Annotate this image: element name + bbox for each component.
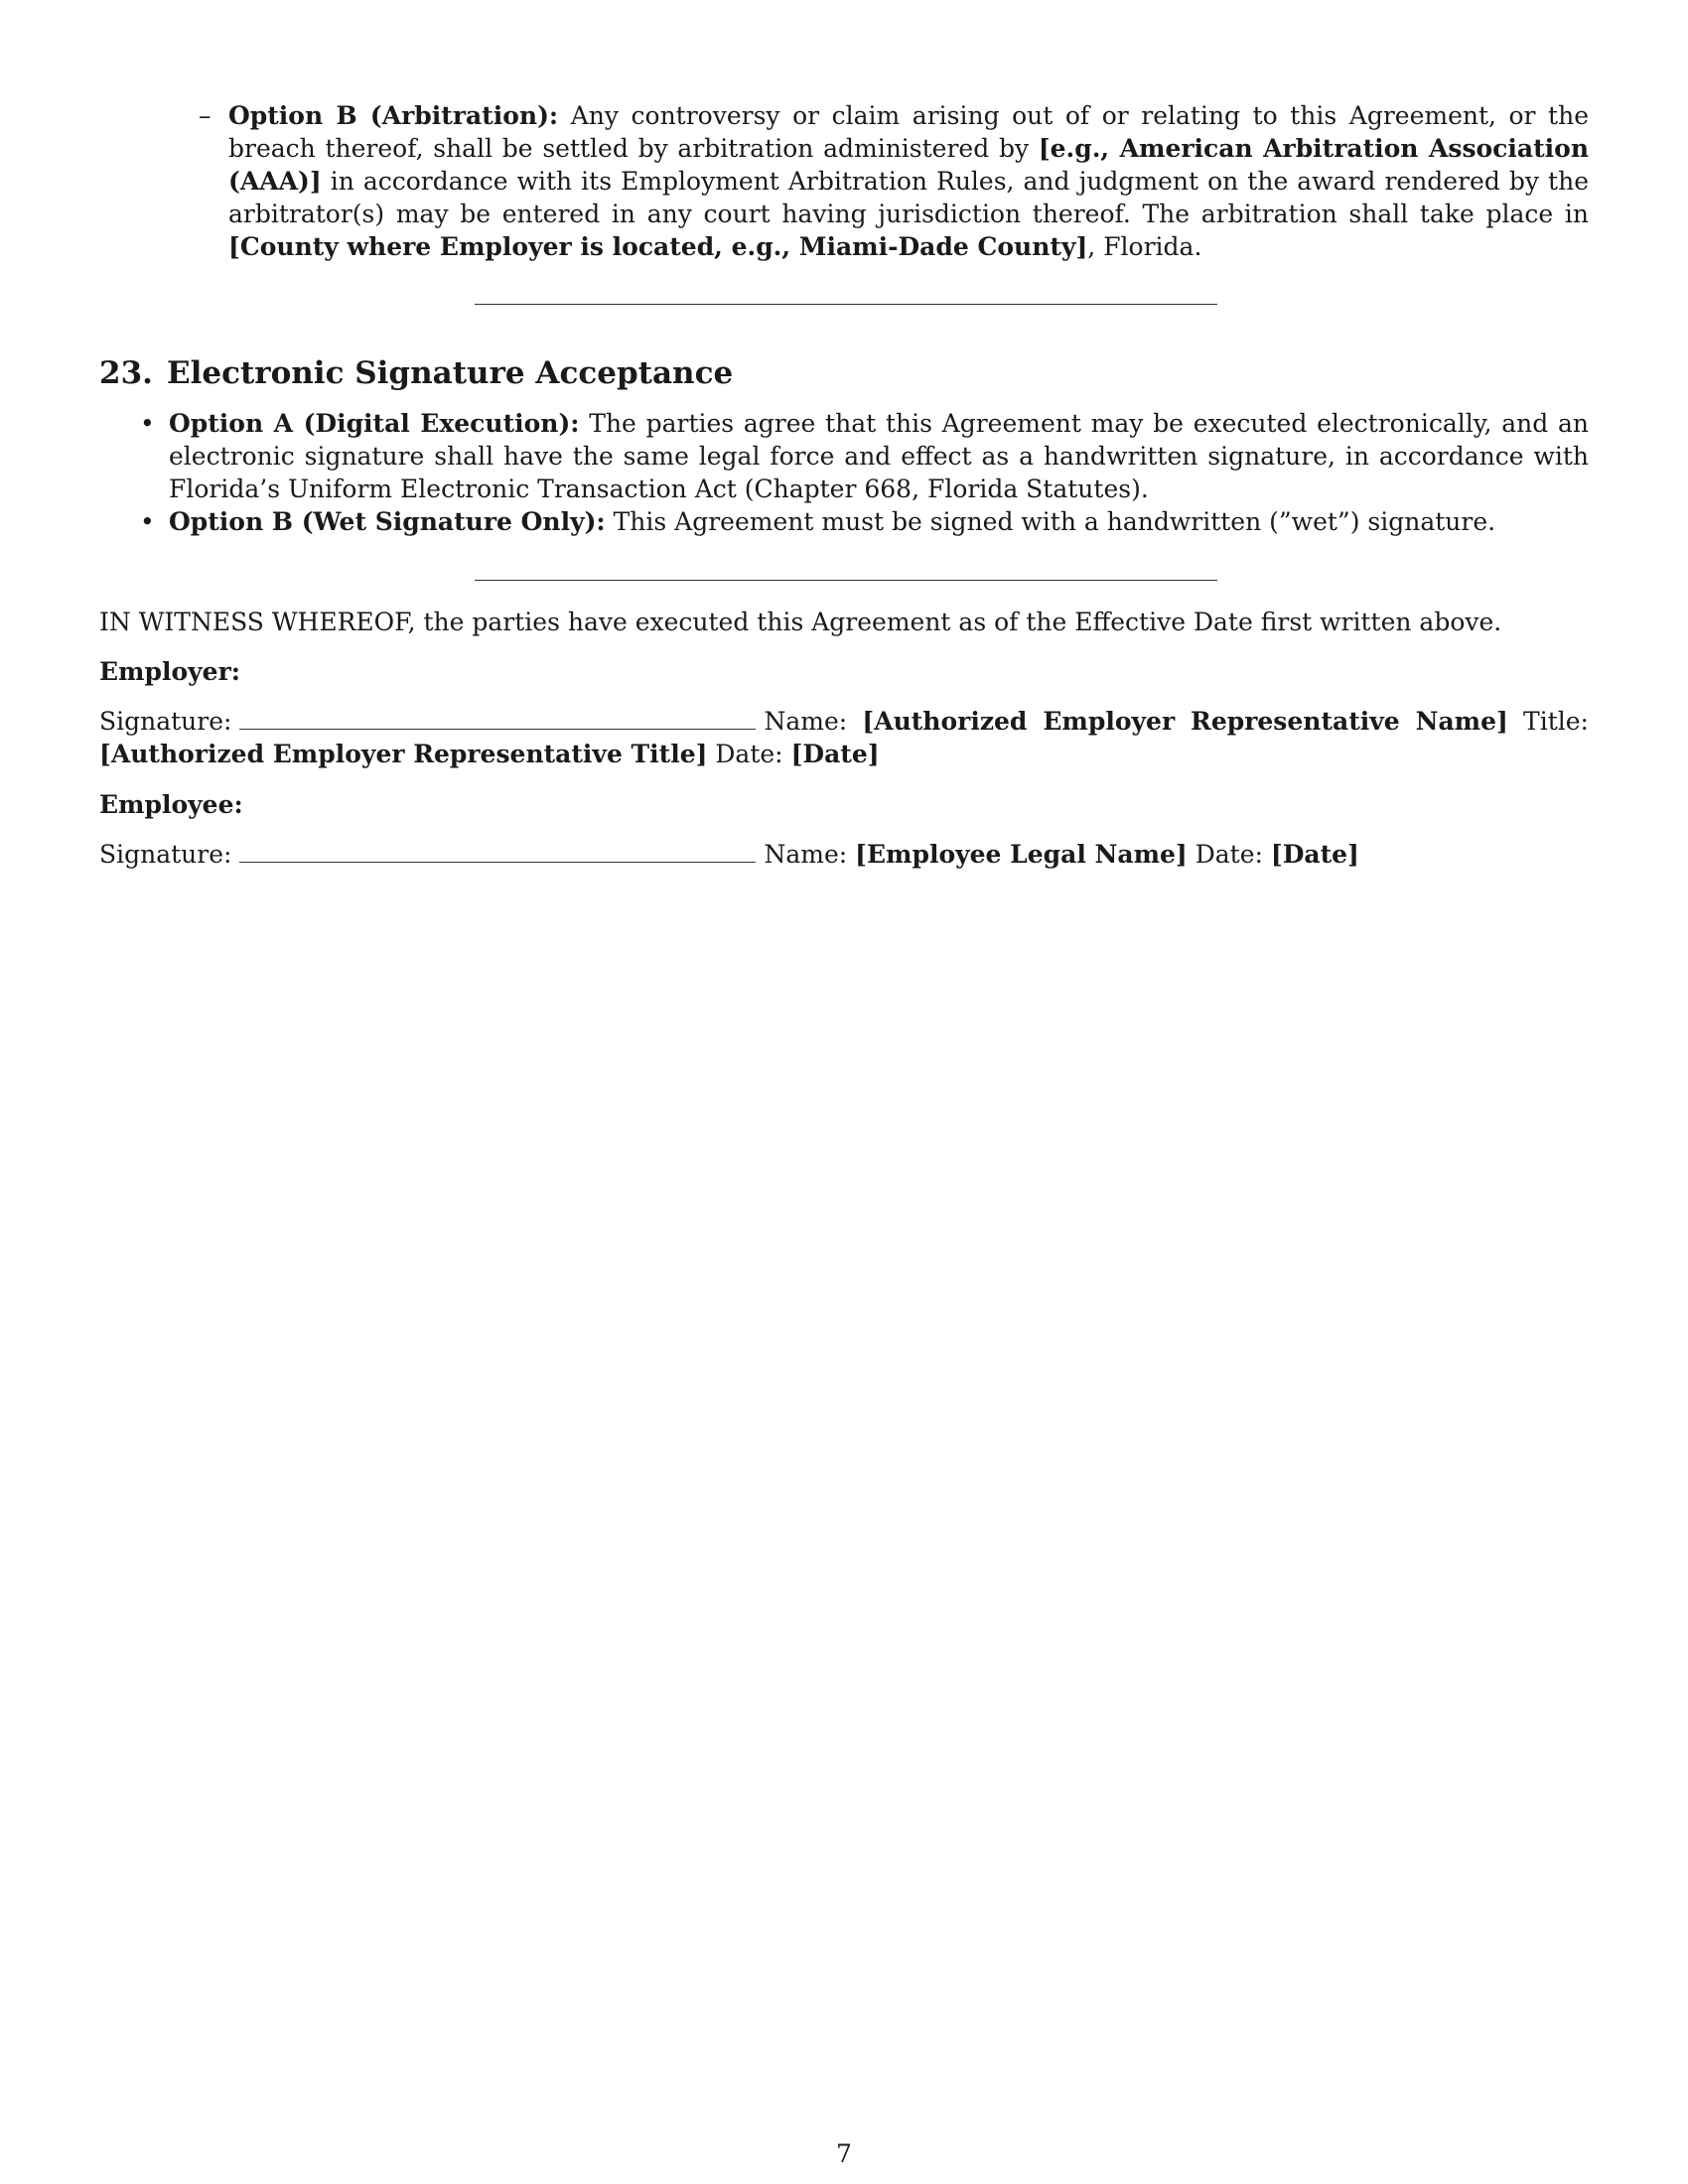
option-b-text-1: Any controversy or claim arising out of or relating to this Agreement, or the breach thereof, shall be settled by arbitration administered by bbox=[228, 101, 1589, 163]
section-divider bbox=[475, 304, 1217, 305]
employer-date-placeholder: [Date] bbox=[790, 740, 880, 768]
title-label: Title: bbox=[1523, 707, 1589, 736]
dash-marker: – bbox=[199, 101, 211, 130]
employer-name-placeholder: [Authorized Employer Representative Name] bbox=[862, 707, 1508, 736]
list-item bbox=[134, 505, 1589, 538]
signature-label: Signature: bbox=[99, 840, 232, 869]
section-23-heading bbox=[99, 353, 733, 393]
option-b-wet-text: This Agreement must be signed with a handwritten (”wet”) signature. bbox=[605, 507, 1496, 536]
option-b-label: Option B (Arbitration): bbox=[228, 101, 559, 130]
page-number: 7 bbox=[836, 2139, 852, 2168]
employee-name-placeholder: [Employee Legal Name] bbox=[855, 840, 1188, 869]
date-label: Date: bbox=[1195, 840, 1263, 869]
employer-signature-line[interactable] bbox=[239, 707, 756, 730]
section-divider bbox=[475, 580, 1217, 581]
option-b-text-3: , Florida. bbox=[1087, 232, 1202, 261]
employee-signature-line[interactable] bbox=[239, 840, 756, 863]
list-item bbox=[134, 407, 1589, 505]
name-label: Name: bbox=[764, 707, 848, 736]
option-a-text: The parties agree that this Agreement may be executed electronically, and an electronic signature shall have the same legal force and effect as a handwritten signature, in accordance with Florida’s Uniform Electronic Transaction Act (Chapter 668, Florida Statutes). bbox=[169, 409, 1589, 503]
option-b-wet-label: Option B (Wet Signature Only): bbox=[169, 507, 606, 536]
signature-options-list bbox=[134, 407, 1589, 538]
section-number: 23. bbox=[99, 355, 153, 391]
bullet-icon: • bbox=[140, 507, 155, 536]
bullet-icon: • bbox=[140, 409, 155, 438]
option-b-arbitration bbox=[199, 99, 1589, 263]
section-title: Electronic Signature Acceptance bbox=[166, 355, 734, 391]
employer-signature-block bbox=[99, 705, 1589, 770]
employee-date-placeholder: [Date] bbox=[1270, 840, 1359, 869]
name-label: Name: bbox=[764, 840, 848, 869]
employer-heading: Employer: bbox=[99, 657, 240, 686]
employee-heading: Employee: bbox=[99, 790, 243, 819]
option-b-text-2: in accordance with its Employment Arbitration Rules, and judgment on the award rendered by the arbitrator(s) may be entered in any court having jurisdiction thereof. The arbitration shall take place in bbox=[228, 167, 1589, 228]
arbitration-body-placeholder: [e.g., American Arbitration Association (AAA)] bbox=[228, 134, 1590, 196]
employee-signature-block bbox=[99, 838, 1589, 871]
employer-title-placeholder: [Authorized Employer Representative Title] bbox=[99, 740, 708, 768]
county-placeholder: [County where Employer is located, e.g., Miami-Dade County] bbox=[228, 232, 1088, 261]
signature-label: Signature: bbox=[99, 707, 232, 736]
option-a-label: Option A (Digital Execution): bbox=[169, 409, 580, 438]
option-b-arbitration-body bbox=[228, 99, 1589, 263]
date-label: Date: bbox=[715, 740, 783, 768]
witness-clause: IN WITNESS WHEREOF, the parties have executed this Agreement as of the Effective Date first written above. bbox=[99, 608, 1502, 636]
